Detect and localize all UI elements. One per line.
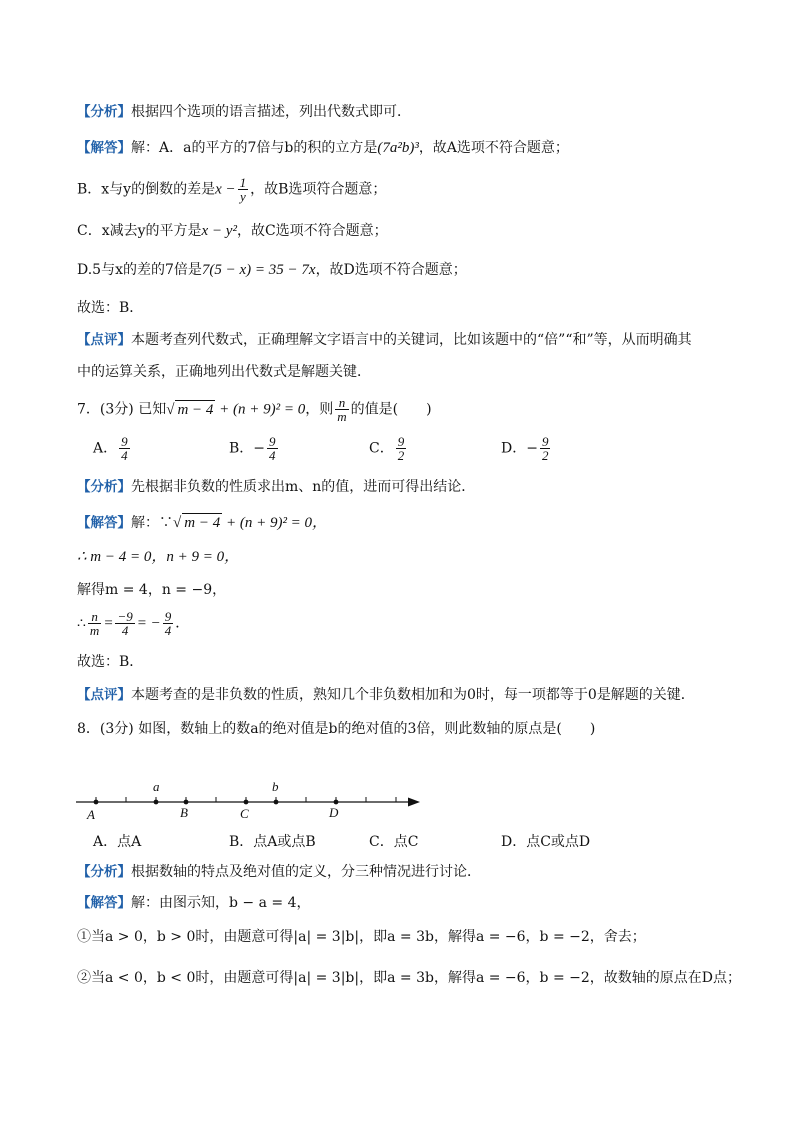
label-D: D [329, 805, 339, 820]
frac-numerator: 9 [164, 609, 172, 624]
point-b-dot [274, 800, 279, 805]
q7-sol-4-text: ∴ [77, 615, 86, 632]
q6-sol-d-post: ，故D选项不符合题意； [315, 262, 467, 278]
q6-comment-text: 本题考查列代数式，正确理解文字语言中的关键词，比如该题中的“倍”“和”等，从而明确其 [131, 332, 692, 348]
solution-tag: 【解答】 [77, 895, 131, 911]
q7-sol-4-eq: = [103, 615, 114, 632]
q8-analysis [77, 863, 481, 881]
q6-analysis-text: 根据四个选项的语言描述，列出代数式即可． [131, 104, 411, 120]
frac-numerator: n [88, 610, 101, 624]
frac-numerator: 9 [121, 434, 128, 449]
number-line-arrow [408, 798, 420, 807]
q7-stem-then: ，则 [305, 401, 334, 418]
q7-option-d[interactable] [501, 435, 552, 462]
q6-sol-a-post: ，故A选项不符合题意； [418, 140, 569, 156]
solution-tag: 【解答】 [77, 515, 131, 531]
q8-stem: 8．(3分) 如图，数轴上的数a的绝对值是b的绝对值的3倍，则此数轴的原点是( ) [77, 721, 596, 737]
option-label: C． [369, 440, 394, 457]
q7-option-a[interactable] [93, 435, 132, 462]
q8-analysis-text: 根据数轴的特点及绝对值的定义，分三种情况进行讨论． [131, 864, 481, 880]
label-B: B [180, 805, 188, 820]
q7-sol-4-eq2: = − [136, 615, 161, 632]
analysis-tag: 【分析】 [77, 104, 131, 120]
option-fraction [396, 435, 407, 462]
frac-numerator: n [335, 396, 348, 410]
q7-sol-2-text: ∴ m − 4 = 0，n + 9 = 0， [77, 549, 240, 565]
label-b: b [272, 779, 279, 794]
q8-option-a[interactable]: A．点A [93, 834, 142, 850]
q6-choice: 故选：B． [77, 300, 144, 316]
q7-stem-fraction [335, 396, 348, 423]
q7-comment [77, 686, 695, 704]
frac-denominator: 4 [164, 623, 172, 638]
analysis-tag: 【分析】 [77, 479, 131, 495]
frac-numerator: 9 [541, 434, 549, 449]
frac-denominator: 4 [121, 623, 129, 638]
q7-analysis-text: 先根据非负数的性质求出m、n的值，进而可得出结论． [131, 479, 476, 495]
q6-sol-d-expr: 7(5 − x) = 35 − 7x [201, 262, 316, 278]
option-label: D．− [501, 440, 538, 457]
point-A-dot [94, 800, 99, 805]
solution-tag: 【解答】 [77, 140, 131, 156]
label-a: a [153, 779, 160, 794]
q7-stem [77, 396, 432, 423]
analysis-tag: 【分析】 [77, 864, 131, 880]
q8-option-b[interactable]: B．点A或点B [229, 834, 316, 850]
point-a-dot [154, 800, 159, 805]
option-fraction [119, 435, 130, 462]
q7-stem-expr: + (n + 9)² = 0 [215, 401, 306, 418]
q7-sol-1-post: + (n + 9)² = 0， [222, 515, 328, 531]
q6-sol-a-text: 解：A．a的平方的7倍与b的积的立方是 [131, 140, 378, 156]
q6-analysis [77, 103, 411, 121]
frac-denominator: m [337, 409, 347, 424]
q7-option-b[interactable] [229, 435, 280, 462]
frac-numerator: 9 [397, 434, 405, 449]
q7-sol-4-frac3 [163, 610, 174, 637]
frac-denominator: 4 [121, 448, 128, 463]
q7-solution-1 [77, 513, 327, 532]
q6-sol-c-post: ，故C选项不符合题意； [236, 223, 388, 239]
q6-solution-c [77, 222, 388, 240]
label-A: A [87, 807, 95, 822]
q7-solution-2 [77, 548, 239, 566]
q8-solution-1 [77, 894, 310, 912]
q6-sol-a-expr: (7a²b)³ [377, 140, 419, 156]
q8-option-c[interactable]: C．点C [369, 834, 419, 850]
frac-numerator: 1 [239, 175, 247, 190]
option-fraction [267, 435, 278, 462]
q6-solution-a [77, 139, 569, 157]
q7-stem-text: 7．(3分) 已知 [77, 401, 167, 418]
q8-solution-3: ②当a < 0，b < 0时，由题意可得|a| = 3|b|，即a = 3b，解得a = −6，b = −2，故数轴的原点在D点； [77, 970, 742, 986]
frac-denominator: 2 [397, 448, 405, 463]
frac-denominator: m [89, 623, 100, 638]
q7-solution-3 [77, 581, 226, 599]
comment-tag: 【点评】 [77, 687, 131, 703]
q8-sol-1-text: 解：由图示知，b − a = 4， [131, 895, 311, 911]
q7-sol-4-post: ． [175, 615, 190, 632]
q6-sol-c-expr: x − y² [201, 223, 237, 239]
q8-solution-2: ①当a > 0，b > 0时，由题意可得|a| = 3|b|，即a = 3b，解得a = −6，b = −2，舍去； [77, 929, 646, 945]
comment-tag: 【点评】 [77, 332, 131, 348]
q8-option-d[interactable]: D．点C或点D [501, 834, 591, 850]
option-label: A． [93, 440, 118, 457]
q6-sol-b-post: ，故B选项符合题意； [250, 181, 387, 198]
q7-choice: 故选：B． [77, 654, 144, 670]
q7-sol-4-frac2 [115, 610, 134, 637]
frac-numerator: 9 [269, 434, 276, 449]
q7-stem-root: √ m − 4 [166, 401, 214, 418]
q7-sol-1-radicand: m − 4 [184, 515, 221, 531]
q7-solution-4 [77, 610, 189, 637]
q6-sol-d-text: D.5与x的差的7倍是 [77, 262, 202, 278]
point-D-dot [334, 800, 339, 805]
q6-solution-b [77, 176, 386, 203]
point-B-dot [184, 800, 189, 805]
number-line-figure [70, 775, 430, 825]
q6-sol-c-text: C．x减去y的平方是 [77, 223, 202, 239]
point-C-dot [244, 800, 249, 805]
q6-comment-1 [77, 331, 692, 349]
label-C: C [240, 806, 249, 821]
q7-option-c[interactable] [369, 435, 408, 462]
q6-solution-d [77, 261, 467, 279]
q6-sol-b-x: x − [215, 181, 236, 198]
q6-comment-2: 中的运算关系，正确地列出代数式是解题关键． [77, 364, 371, 380]
q7-comment-text: 本题考查的是非负数的性质，熟知几个非负数相加和为0时，每一项都等于0是解题的关键． [131, 687, 695, 703]
q7-sol-1-text: 解：∵ [131, 515, 173, 531]
q7-sol-4-frac1 [88, 610, 101, 637]
q7-analysis [77, 478, 475, 496]
option-fraction [540, 435, 551, 462]
frac-denominator: y [239, 189, 246, 204]
frac-denominator: 2 [541, 448, 549, 463]
q6-sol-b-text: B．x与y的倒数的差是 [77, 181, 216, 198]
frac-denominator: 4 [269, 448, 276, 463]
frac-numerator: −9 [117, 609, 133, 624]
q6-sol-b-fraction [238, 176, 249, 203]
q7-sol-3-text: 解得m = 4，n = −9， [77, 582, 227, 598]
option-label: B．− [229, 440, 266, 457]
q7-stem-radicand: m − 4 [177, 401, 214, 418]
q7-stem-post: 的值是( ) [350, 401, 432, 418]
q7-sol-1-root: √ m − 4 [173, 515, 221, 531]
